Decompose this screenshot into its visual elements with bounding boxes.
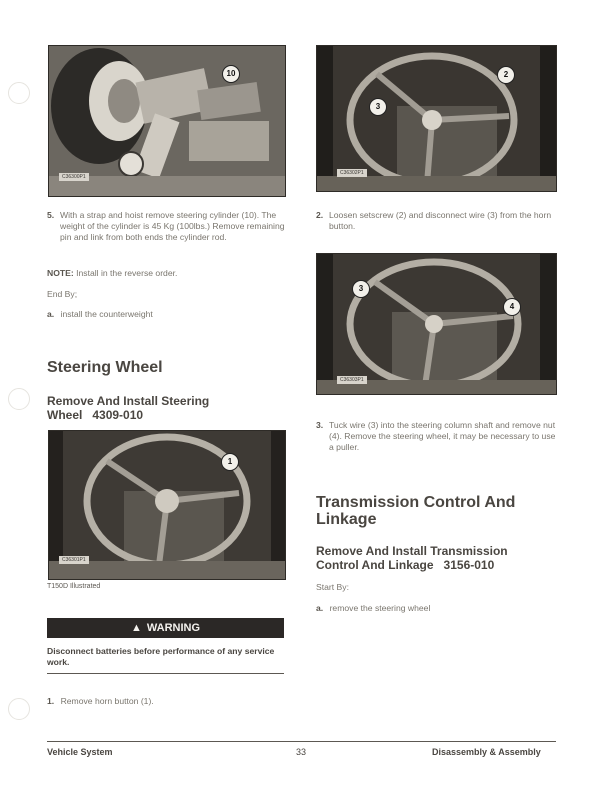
step-1 [47, 696, 287, 707]
footer-left: Vehicle System [47, 747, 113, 757]
binder-hole-mark [8, 388, 30, 410]
photo-code-label: C36303P1 [337, 376, 367, 384]
subsection-title-line1: Remove And Install Steering [47, 394, 210, 408]
step-text: Loosen setscrew (2) and disconnect wire (3) from the horn button. [329, 210, 552, 231]
callout-3: 3 [352, 280, 370, 298]
item-text: install the counterweight [60, 309, 153, 319]
photo-steering-cylinder [48, 45, 286, 197]
start-by-label: Start By: [316, 582, 349, 592]
step-text: With a strap and hoist remove steering cylinder (10). The weight of the cylinder is 45 Kg (100lbs.) Remove remaining pin and link from both ends the cylinder rod. [60, 210, 285, 242]
binder-hole-mark [8, 698, 30, 720]
item-text: remove the steering wheel [329, 603, 431, 613]
end-by-label: End By; [47, 289, 78, 299]
note [47, 268, 287, 279]
callout-1: 1 [221, 453, 239, 471]
step-text: Tuck wire (3) into the steering column shaft and remove nut (4). Remove the steering wheel, it may be necessary to use a puller. [329, 420, 556, 452]
note-text: Install in the reverse order. [76, 268, 178, 278]
step-2 [316, 210, 556, 232]
subsection-title-line2: Wheel 4309-010 [47, 408, 144, 422]
warning-text: Disconnect batteries before performance of any service work. [47, 646, 275, 667]
start-by-item-a [316, 603, 556, 614]
step-text: Remove horn button (1). [60, 696, 154, 706]
section-title-transmission-line2: Linkage [316, 511, 377, 528]
item-letter: a. [47, 309, 55, 319]
warning-rule [47, 673, 284, 674]
footer-rule [47, 741, 556, 742]
step-number: 5. [47, 210, 55, 220]
photo-code-label: C36301P1 [59, 556, 89, 564]
callout-4: 4 [503, 298, 521, 316]
photo-code-label: C36302P1 [337, 169, 367, 177]
footer-right: Disassembly & Assembly [432, 747, 541, 757]
step-number: 1. [47, 696, 55, 706]
photo-steering-wheel-horn [48, 430, 286, 580]
callout-3: 3 [369, 98, 387, 116]
warning-banner [47, 618, 284, 638]
subsection-title-transmission-line2: Control And Linkage 3156-010 [316, 558, 495, 572]
subsection-title-transmission-line1: Remove And Install Transmission [316, 544, 508, 558]
step-3 [316, 420, 556, 453]
photo-steering-wheel-nut [316, 253, 557, 395]
page-number: 33 [296, 747, 307, 757]
step-number: 3. [316, 420, 324, 430]
item-letter: a. [316, 603, 324, 613]
binder-hole-mark [8, 82, 30, 104]
step-number: 2. [316, 210, 324, 220]
note-label: NOTE: [47, 268, 74, 278]
end-by-item-a [47, 309, 287, 320]
warning-label: WARNING [146, 622, 201, 634]
callout-2: 2 [497, 66, 515, 84]
section-title-transmission-line1: Transmission Control And [316, 494, 516, 511]
callout-10: 10 [222, 65, 240, 83]
step-5 [47, 210, 287, 243]
warning-triangle-icon: ▲ [130, 622, 142, 634]
photo-code-label: C36300P1 [59, 173, 89, 181]
photo-caption: T150D Illustrated [47, 583, 101, 590]
section-title-steering-wheel: Steering Wheel [47, 359, 163, 376]
photo-steering-wheel-setscrew [316, 45, 557, 192]
